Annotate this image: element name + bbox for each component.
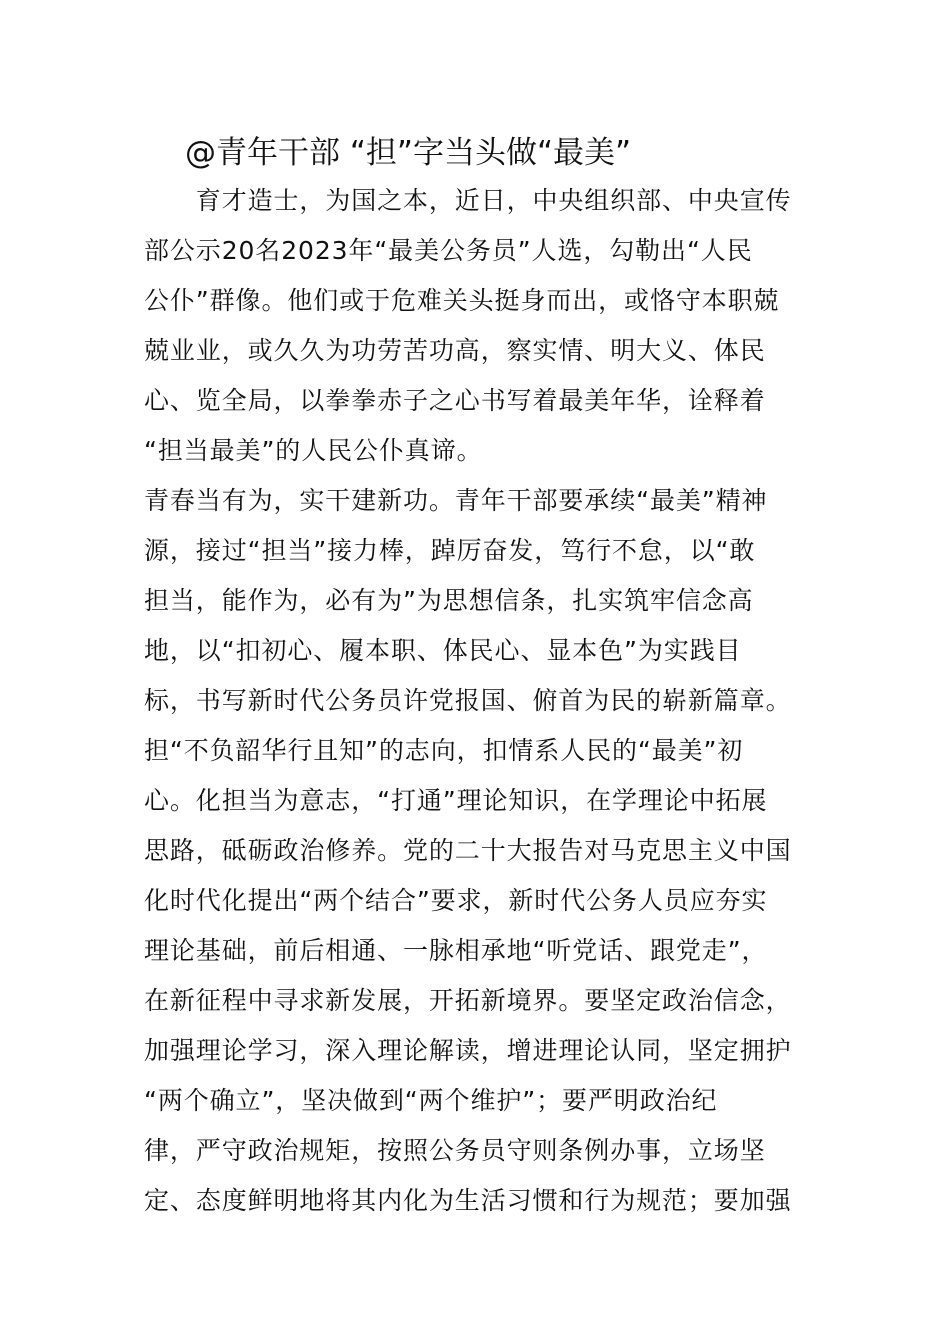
paragraph-3-line-2: 心。化担当为意志，“打通”理论知识，在学理论中拓展: [144, 786, 768, 815]
paragraph-2-line-2: 源，接过“担当”接力棒，踔厉奋发，笃行不怠，以“敢: [144, 536, 756, 565]
paragraph-1-line-5: 心、览全局，以拳拳赤子之心书写着最美年华，诠释着: [144, 386, 766, 415]
paragraph-3-line-5: 理论基础，前后相通、一脉相承地“听党话、跟党走”，: [144, 936, 768, 965]
paragraph-1-line-2: 部公示20名2023年“最美公务员”人选，勾勒出“人民: [144, 236, 753, 265]
paragraph-3-line-3: 思路，砥砺政治修养。党的二十大报告对马克思主义中国: [144, 836, 792, 865]
paragraph-2-line-1: 青春当有为，实干建新功。青年干部要承续“最美”精神: [144, 486, 768, 515]
paragraph-2-line-5: 标，书写新时代公务员许党报国、俯首为民的崭新篇章。: [144, 686, 792, 715]
paragraph-1-line-4: 兢业业，或久久为功劳苦功高，察实情、明大义、体民: [144, 336, 766, 365]
paragraph-3-line-4: 化时代化提出“两个结合”要求，新时代公务人员应夯实: [144, 886, 768, 915]
document-title: @青年干部 “担”字当头做“最美”: [185, 135, 632, 171]
paragraph-1-line-1: 育才造士，为国之本，近日，中央组织部、中央宣传: [144, 186, 792, 215]
paragraph-3-line-7: 加强理论学习，深入理论解读，增进理论认同，坚定拥护: [144, 1036, 792, 1065]
paragraph-2-line-4: 地，以“扣初心、履本职、体民心、显本色”为实践目: [144, 636, 742, 665]
paragraph-2-line-3: 担当，能作为，必有为”为思想信条，扎实筑牢信念高: [144, 586, 754, 615]
paragraph-1-line-3: 公仆”群像。他们或于危难关头挺身而出，或恪守本职兢: [144, 286, 780, 315]
paragraph-3-line-6: 在新征程中寻求新发展，开拓新境界。要坚定政治信念，: [144, 986, 792, 1015]
paragraph-1-line-6: “担当最美”的人民公仆真谛。: [144, 436, 483, 465]
paragraph-3-line-8: “两个确立”，坚决做到“两个维护”；要严明政治纪: [144, 1086, 718, 1115]
paragraph-3-line-1: 担“不负韶华行且知”的志向，扣情系人民的“最美”初: [144, 736, 744, 765]
paragraph-3-line-10: 定、态度鲜明地将其内化为生活习惯和行为规范；要加强: [144, 1186, 792, 1215]
paragraph-3-line-9: 律，严守政治规矩，按照公务员守则条例办事，立场坚: [144, 1136, 766, 1165]
